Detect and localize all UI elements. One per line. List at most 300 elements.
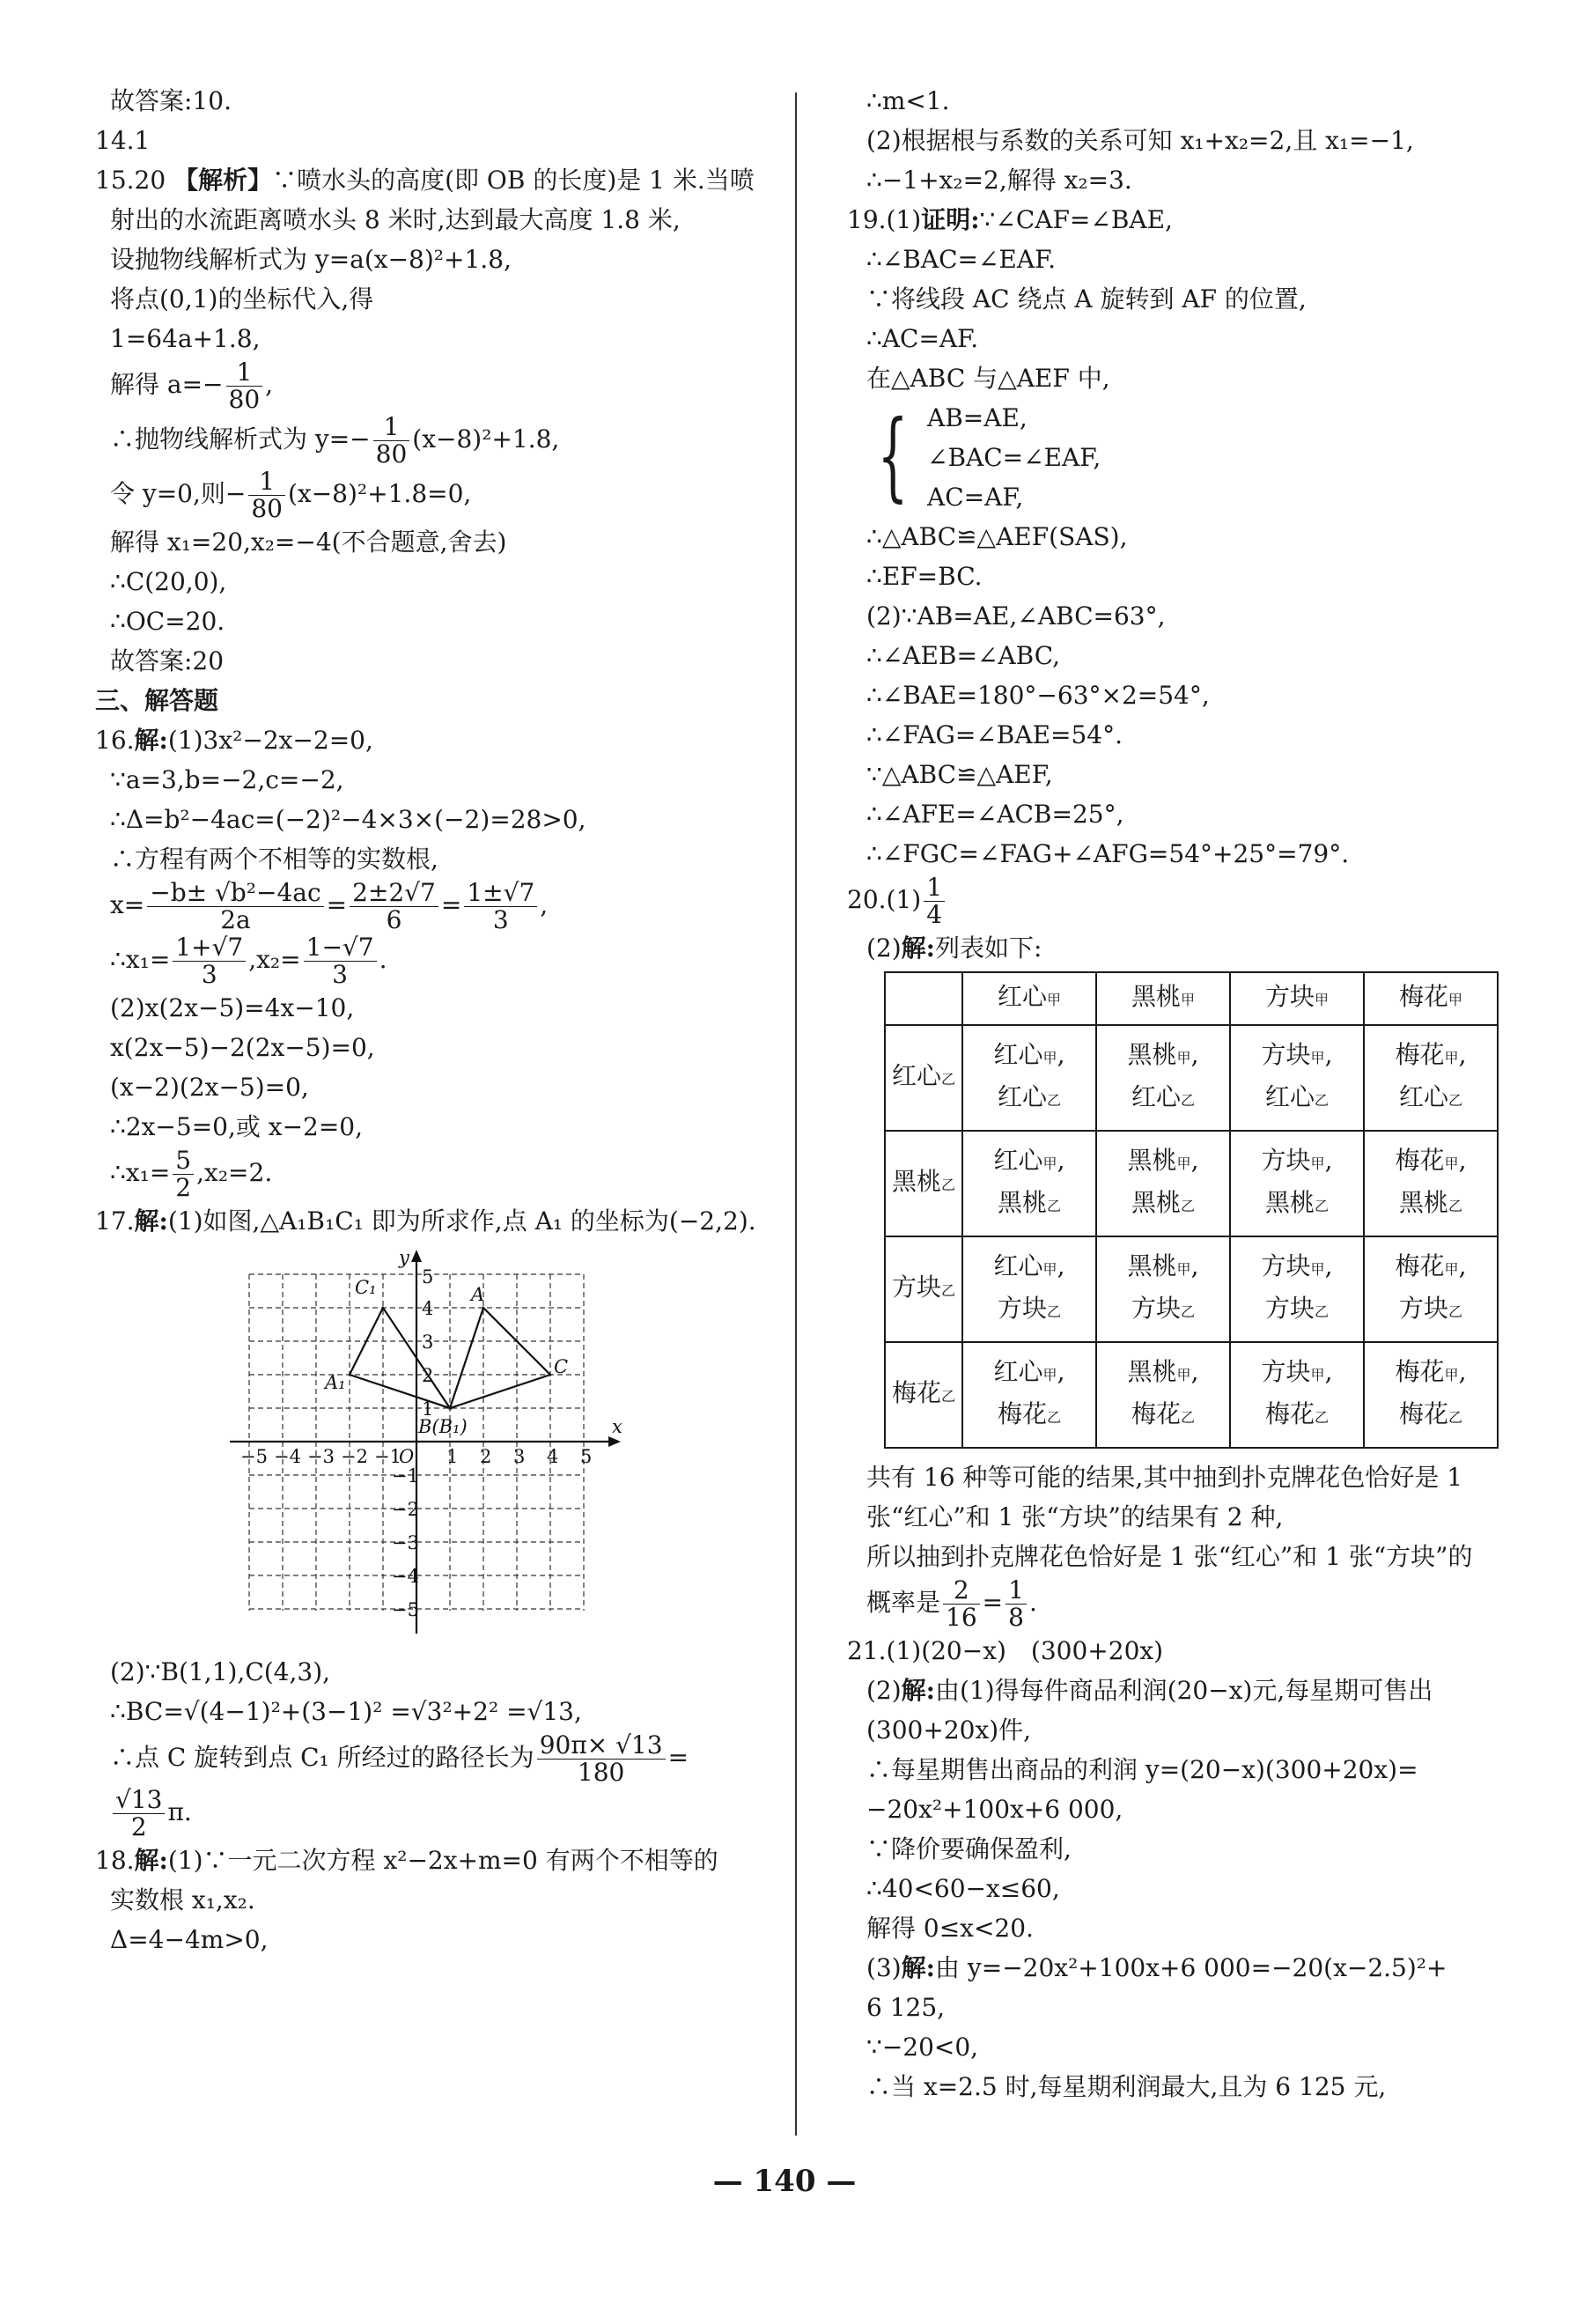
- q18-jie: 解:: [134, 1846, 168, 1875]
- q15-analysis-tag: 【解析】: [173, 166, 273, 195]
- left-brace: {: [877, 399, 909, 512]
- q21-line-7: ∴40<60−x≤60,: [866, 1874, 1060, 1903]
- yi-sub: 乙: [941, 1282, 956, 1299]
- jia-sub: 甲: [1444, 1261, 1459, 1278]
- q21-line-10: 6 125,: [866, 1993, 946, 2022]
- numerator: 1: [373, 414, 410, 441]
- q16-line-7: (2)x(2x−5)=4x−10,: [110, 993, 355, 1022]
- jia-sub: 甲: [1444, 1050, 1459, 1066]
- numerator: 1+√7: [173, 934, 246, 962]
- yi-sub: 乙: [1448, 1198, 1463, 1214]
- origin-label: O: [399, 1446, 415, 1467]
- numerator: 90π× √13: [537, 1732, 666, 1760]
- y-tick: 2: [422, 1365, 434, 1386]
- point-c-label: C: [554, 1356, 569, 1377]
- jia-sub: 甲: [1042, 1155, 1057, 1172]
- table-cell: 方块甲, 红心乙: [1230, 1025, 1364, 1131]
- numerator: 1: [226, 359, 263, 387]
- jia-sub: 甲: [1047, 992, 1062, 1008]
- numerator: √13: [113, 1787, 165, 1814]
- yi-sub: 乙: [1047, 1092, 1062, 1109]
- column-divider: [795, 92, 797, 2136]
- q17-line-5: [95, 1786, 773, 1841]
- q17-l5-fraction: [113, 1787, 165, 1841]
- cell-top: 黑桃: [1127, 1357, 1177, 1386]
- yi-sub: 乙: [941, 1071, 956, 1088]
- q17-jie: 解:: [134, 1206, 168, 1236]
- jia-sub: 甲: [1444, 1367, 1459, 1383]
- y-tick: 5: [422, 1266, 434, 1287]
- table-cell: 红心甲, 红心乙: [962, 1025, 1096, 1131]
- q15-text: ∵喷水头的高度(即 OB 的长度)是 1 米.当喷: [272, 166, 755, 195]
- q20-jie: 解:: [901, 933, 936, 963]
- q16-l11-end: ,x₂=2.: [196, 1158, 273, 1187]
- q21-line-8: 解得 0≤x<20.: [866, 1914, 1034, 1943]
- q19-line-5: 在△ABC 与△AEF 中,: [866, 364, 1110, 393]
- q19-line-7: ∴EF=BC.: [866, 562, 983, 591]
- point-c1-label: C₁: [355, 1277, 377, 1298]
- row-head: [885, 1236, 962, 1342]
- q18-line-3: Δ=4−4m>0,: [110, 1925, 269, 1954]
- y-tick: 1: [422, 1398, 434, 1420]
- q16-x1-label: ∴x₁=: [110, 945, 171, 974]
- y-tick: −4: [392, 1566, 419, 1587]
- equals: =: [982, 1588, 1004, 1617]
- denominator: 2a: [220, 905, 251, 934]
- q21-line-4: ∴每星期售出商品的利润 y=(20−x)(300+20x)=: [866, 1755, 1418, 1784]
- cell-bottom: 红心: [1131, 1082, 1181, 1111]
- q21-l2-text: 由(1)得每件商品利润(20−x)元,每星期可售出: [935, 1676, 1433, 1705]
- equals: =: [667, 1743, 689, 1772]
- x-tick: −3: [307, 1446, 335, 1467]
- cell-bottom: 梅花: [1131, 1399, 1181, 1428]
- yi-sub: 乙: [1315, 1198, 1330, 1214]
- q19-line-8: (2)∵AB=AE,∠ABC=63°,: [866, 601, 1166, 631]
- col-head: [1230, 972, 1364, 1025]
- q21-line-3: (300+20x)件,: [866, 1715, 1032, 1745]
- q20-line-2: [847, 928, 1516, 968]
- q16-fraction-2: [350, 880, 438, 933]
- table-cell: 黑桃甲, 梅花乙: [1096, 1342, 1230, 1448]
- cell-top: 黑桃: [1127, 1040, 1177, 1069]
- yi-sub: 乙: [1448, 1092, 1463, 1109]
- yi-sub: 乙: [1047, 1303, 1062, 1320]
- jia-sub: 甲: [1176, 1050, 1191, 1066]
- brace-line-3: AC=AF,: [927, 483, 1024, 512]
- coordinate-graph: [95, 1248, 773, 1647]
- brace-line-2: ∠BAC=∠EAF,: [927, 443, 1101, 472]
- x-tick: 5: [580, 1446, 593, 1467]
- q21-line-5: −20x²+100x+6 000,: [866, 1795, 1123, 1824]
- q20-line-4: 张“红心”和 1 张“方块”的结果有 2 种,: [866, 1502, 1284, 1531]
- q18-l1: (1)∵一元二次方程 x²−2x+m=0 有两个不相等的: [167, 1846, 718, 1875]
- outcome-table: [884, 971, 1499, 1449]
- cell-bottom: 方块: [1131, 1294, 1181, 1323]
- q16-line-11: [95, 1147, 773, 1201]
- q20-p2-fraction: [1005, 1577, 1027, 1631]
- denominator: 80: [251, 494, 283, 523]
- y-tick: −2: [392, 1499, 419, 1520]
- q21-l9-text: 由 y=−20x²+100x+6 000=−20(x−2.5)²+: [935, 1953, 1447, 1982]
- cell-bottom: 梅花: [1264, 1399, 1315, 1428]
- q21-line-11: ∵−20<0,: [866, 2033, 979, 2062]
- q21-jie: 解:: [901, 1953, 936, 1982]
- q16-line-2: ∵a=3,b=−2,c=−2,: [110, 765, 344, 794]
- table-corner: [885, 972, 962, 1025]
- q16-x2-label: ,x₂=: [248, 945, 301, 974]
- table-cell: 方块甲, 方块乙: [1230, 1236, 1364, 1342]
- q16-l1: (1)3x²−2x−2=0,: [167, 726, 373, 755]
- row-head-text: 红心: [891, 1061, 941, 1090]
- equals: =: [326, 890, 348, 919]
- q16-fraction-3: [464, 880, 537, 933]
- point-a-label: A: [471, 1284, 485, 1305]
- cell-top: 红心: [993, 1251, 1043, 1280]
- yi-sub: 乙: [1047, 1198, 1062, 1214]
- table-cell: 方块甲, 黑桃乙: [1230, 1131, 1364, 1236]
- q16-line-10: ∴2x−5=0,或 x−2=0,: [110, 1112, 364, 1141]
- jia-sub: 甲: [1310, 1261, 1325, 1278]
- yi-sub: 乙: [1181, 1409, 1196, 1426]
- q17-l1: (1)如图,△A₁B₁C₁ 即为所求作,点 A₁ 的坐标为(−2,2).: [167, 1206, 756, 1236]
- cell-top: 黑桃: [1127, 1251, 1177, 1280]
- y-tick: 4: [422, 1298, 434, 1319]
- x-axis-label: x: [612, 1416, 622, 1437]
- x-tick: 4: [547, 1446, 559, 1467]
- jia-sub: 甲: [1042, 1367, 1057, 1383]
- cell-bottom: 梅花: [997, 1399, 1047, 1428]
- denominator: 3: [332, 960, 348, 989]
- q21-line-1: 21.(1)(20−x) (300+20x): [847, 1636, 1164, 1665]
- q14-answer-end: 故答案:10.: [110, 86, 232, 115]
- q20-p1-fraction: [943, 1577, 980, 1631]
- q16-l11-fraction: [173, 1147, 194, 1201]
- x-tick: 3: [513, 1446, 526, 1467]
- cell-top: 梅花: [1395, 1357, 1445, 1386]
- q15-line-6: [95, 358, 773, 413]
- col-head-text: 梅花: [1398, 982, 1448, 1011]
- q15-line-8: [95, 468, 773, 522]
- q21-jie: 解:: [901, 1676, 936, 1705]
- q15-l6-text: 解得 a=−: [110, 370, 224, 399]
- cell-bottom: 方块: [1398, 1294, 1448, 1323]
- yi-sub: 乙: [941, 1388, 956, 1405]
- q17-line-4: [95, 1731, 773, 1786]
- denominator: 6: [386, 905, 402, 934]
- cell-top: 黑桃: [1127, 1146, 1177, 1175]
- q15-l6-end: ,: [265, 370, 274, 399]
- numerator: 5: [173, 1147, 194, 1175]
- brace-line-1: AB=AE,: [927, 403, 1028, 432]
- cell-top: 方块: [1261, 1251, 1311, 1280]
- q19-line-12: ∵△ABC≌△AEF,: [866, 760, 1053, 789]
- q20-line-5: 所以抽到扑克牌花色恰好是 1 张“红心”和 1 张“方块”的: [866, 1542, 1473, 1571]
- q15-line-4: 将点(0,1)的坐标代入,得: [110, 284, 374, 314]
- cell-top: 红心: [993, 1357, 1043, 1386]
- jia-sub: 甲: [1315, 992, 1330, 1008]
- q14-answer: 14.1: [95, 126, 151, 155]
- period: .: [379, 945, 387, 974]
- numerator: 1: [248, 468, 285, 496]
- table-row: [885, 1131, 1498, 1236]
- q16-line-8: x(2x−5)−2(2x−5)=0,: [110, 1033, 375, 1062]
- y-axis-arrow: [411, 1250, 422, 1262]
- col-head-text: 方块: [1264, 982, 1315, 1011]
- col-head: [1364, 972, 1498, 1025]
- denominator: 16: [946, 1603, 977, 1632]
- q16-formula-line: [95, 879, 773, 933]
- numerator: 2±2√7: [350, 880, 438, 907]
- q18-line-1: [95, 1841, 773, 1880]
- q19-line-1: [847, 200, 1516, 240]
- q17-l5-end: π.: [167, 1797, 192, 1826]
- q15-l7-fraction: [373, 414, 410, 468]
- yi-sub: 乙: [1448, 1303, 1463, 1320]
- jia-sub: 甲: [1181, 992, 1196, 1008]
- col-head-text: 红心: [997, 982, 1047, 1011]
- q17-line-1: [95, 1201, 773, 1241]
- q20-l2-text: 列表如下:: [935, 933, 1042, 963]
- jia-sub: 甲: [1176, 1155, 1191, 1172]
- q16-roots-line: [95, 933, 773, 988]
- x-tick: −4: [274, 1446, 301, 1467]
- q15-line-3: 设抛物线解析式为 y=a(x−8)²+1.8,: [110, 245, 512, 274]
- comma: ,: [540, 890, 549, 919]
- cell-bottom: 黑桃: [1131, 1188, 1181, 1217]
- x-tick: −2: [341, 1446, 368, 1467]
- q20-fraction: [924, 874, 945, 928]
- q15-l7-end: (x−8)²+1.8,: [412, 424, 560, 454]
- point-a1-label: A₁: [325, 1372, 346, 1393]
- table-cell: 黑桃甲, 黑桃乙: [1096, 1131, 1230, 1236]
- table-cell: 黑桃甲, 方块乙: [1096, 1236, 1230, 1342]
- period: .: [1028, 1588, 1037, 1617]
- q16-line-3: ∴Δ=b²−4ac=(−2)²−4×3×(−2)=28>0,: [110, 805, 586, 834]
- x-tick: −1: [374, 1446, 401, 1467]
- q19-proof-tag: 证明:: [921, 205, 980, 234]
- cell-bottom: 黑桃: [1264, 1188, 1315, 1217]
- q19-line-2: ∴∠BAC=∠EAF.: [866, 245, 1057, 274]
- cell-bottom: 红心: [1264, 1082, 1315, 1111]
- numerator: 2: [943, 1577, 980, 1605]
- q19-line-10: ∴∠BAE=180°−63°×2=54°,: [866, 681, 1210, 710]
- x-tick: 2: [480, 1446, 492, 1467]
- q15-line-12: 故答案:20: [110, 646, 225, 675]
- right-column: [847, 81, 1516, 2106]
- table-cell: 黑桃甲, 红心乙: [1096, 1025, 1230, 1131]
- cell-top: 方块: [1261, 1357, 1311, 1386]
- q15-l6-fraction: [226, 359, 263, 413]
- q21-part-2: (2): [866, 1676, 902, 1705]
- q16-x1-fraction: [173, 934, 246, 988]
- q16-line-4: ∴方程有两个不相等的实数根,: [110, 845, 438, 874]
- q17-l4-text: ∴点 C 旋转到点 C₁ 所经过的路径长为: [110, 1743, 534, 1772]
- q15-line-2: 射出的水流距离喷水头 8 米时,达到最大高度 1.8 米,: [110, 205, 681, 234]
- q19-line-3: ∵将线段 AC 绕点 A 旋转到 AF 的位置,: [866, 284, 1307, 314]
- cell-top: 梅花: [1395, 1251, 1445, 1280]
- r-line-3: ∴−1+x₂=2,解得 x₂=3.: [866, 166, 1132, 195]
- q15-l8-end: (x−8)²+1.8=0,: [288, 479, 472, 508]
- q15-l7-text: ∴抛物线解析式为 y=−: [110, 424, 371, 454]
- q19-l1: ∵∠CAF=∠BAE,: [979, 205, 1173, 234]
- denominator: 8: [1008, 1603, 1024, 1632]
- jia-sub: 甲: [1310, 1367, 1325, 1383]
- page-number: — 140 —: [712, 2164, 857, 2199]
- row-head: [885, 1025, 962, 1131]
- table-row: [885, 1236, 1498, 1342]
- row-head-text: 方块: [891, 1273, 941, 1302]
- jia-sub: 甲: [1444, 1155, 1459, 1172]
- numerator: 1±√7: [464, 880, 537, 907]
- row-head-text: 梅花: [891, 1378, 941, 1407]
- cell-bottom: 方块: [997, 1294, 1047, 1323]
- q21-line-12: ∴当 x=2.5 时,每星期利润最大,且为 6 125 元,: [866, 2072, 1387, 2101]
- q16-line-9: (x−2)(2x−5)=0,: [110, 1073, 309, 1102]
- cell-top: 梅花: [1395, 1146, 1445, 1175]
- point-b-label: B(B₁): [418, 1416, 468, 1437]
- q15-line-10: ∴C(20,0),: [110, 567, 227, 596]
- table-cell: 红心甲, 方块乙: [962, 1236, 1096, 1342]
- y-tick: 3: [422, 1332, 434, 1353]
- yi-sub: 乙: [1315, 1092, 1330, 1109]
- table-cell: 梅花甲, 黑桃乙: [1364, 1131, 1498, 1236]
- q20-line-1: [847, 874, 1516, 928]
- numerator: −b± √b²−4ac: [147, 880, 323, 907]
- q19-line-13: ∴∠AFE=∠ACB=25°,: [866, 800, 1124, 829]
- denominator: 3: [492, 905, 509, 934]
- jia-sub: 甲: [1310, 1050, 1325, 1066]
- table-cell: 方块甲, 梅花乙: [1230, 1342, 1364, 1448]
- denominator: 2: [130, 1812, 147, 1841]
- x-tick: −5: [240, 1446, 268, 1467]
- y-tick: −5: [392, 1599, 419, 1620]
- yi-sub: 乙: [1047, 1409, 1062, 1426]
- cell-bottom: 黑桃: [1398, 1188, 1448, 1217]
- q20-number: 20.(1): [847, 885, 922, 914]
- q18-number: 18.: [95, 1846, 135, 1875]
- triangle-a1b1c1: [350, 1308, 450, 1408]
- q20-l6-text: 概率是: [866, 1588, 941, 1617]
- cell-bottom: 梅花: [1398, 1399, 1448, 1428]
- q19-line-9: ∴∠AEB=∠ABC,: [866, 641, 1061, 670]
- equals: =: [440, 890, 462, 919]
- q19-line-11: ∴∠FAG=∠BAE=54°.: [866, 720, 1123, 749]
- q15-line-9: 解得 x₁=20,x₂=−4(不合题意,舍去): [110, 528, 507, 557]
- numerator: 1−√7: [304, 934, 377, 962]
- cell-top: 红心: [993, 1040, 1043, 1069]
- q15-line-7: [95, 413, 773, 468]
- r-line-2: (2)根据根与系数的关系可知 x₁+x₂=2,且 x₁=−1,: [866, 126, 1414, 155]
- denominator: 3: [201, 960, 217, 989]
- col-head: [1096, 972, 1230, 1025]
- q21-line-9: [847, 1948, 1516, 1988]
- q17-line-3: ∴BC=√(4−1)²+(3−1)² =√3²+2² =√13,: [110, 1697, 582, 1726]
- q15-line-1: [95, 160, 773, 200]
- triangle-abc: [450, 1308, 550, 1408]
- y-tick: −3: [392, 1532, 419, 1553]
- yi-sub: 乙: [1315, 1409, 1330, 1426]
- cell-bottom: 方块: [1264, 1294, 1315, 1323]
- x-tick: 1: [446, 1446, 459, 1467]
- jia-sub: 甲: [1042, 1050, 1057, 1066]
- section-3-heading: 三、解答题: [95, 686, 219, 715]
- q15-l8-fraction: [248, 468, 285, 522]
- q16-x1-label: ∴x₁=: [110, 1158, 171, 1187]
- cell-bottom: 黑桃: [997, 1188, 1047, 1217]
- q19-line-4: ∴AC=AF.: [866, 324, 979, 353]
- table-header-row: [885, 972, 1498, 1025]
- yi-sub: 乙: [941, 1177, 956, 1193]
- jia-sub: 甲: [1310, 1155, 1325, 1172]
- q19-line-6: ∴△ABC≌△AEF(SAS),: [866, 522, 1128, 551]
- q15-line-11: ∴OC=20.: [110, 607, 225, 636]
- q16-line-1: [95, 720, 773, 760]
- cell-top: 红心: [993, 1146, 1043, 1175]
- cell-bottom: 红心: [1398, 1082, 1448, 1111]
- q17-l4-fraction: [537, 1732, 666, 1786]
- cell-top: 梅花: [1395, 1040, 1445, 1069]
- cell-top: 方块: [1261, 1146, 1311, 1175]
- q21-line-6: ∵降价要确保盈利,: [866, 1834, 1072, 1863]
- q19-brace-system: [847, 398, 1516, 517]
- q16-fraction-1: [147, 880, 323, 933]
- yi-sub: 乙: [1181, 1198, 1196, 1214]
- q21-line-2: [847, 1671, 1516, 1710]
- graph-svg: [223, 1248, 628, 1635]
- denominator: 4: [926, 900, 943, 929]
- q20-line-3: 共有 16 种等可能的结果,其中抽到扑克牌花色恰好是 1: [866, 1463, 1463, 1492]
- jia-sub: 甲: [1448, 992, 1463, 1008]
- jia-sub: 甲: [1176, 1261, 1191, 1278]
- q15-number: 15.20: [95, 166, 166, 195]
- table-row: [885, 1025, 1498, 1131]
- yi-sub: 乙: [1448, 1409, 1463, 1426]
- denominator: 80: [375, 439, 408, 468]
- q15-l8-text: 令 y=0,则−: [110, 479, 247, 508]
- q20-line-6: [847, 1576, 1516, 1631]
- q15-line-5: 1=64a+1.8,: [110, 324, 261, 353]
- q17-line-2: (2)∵B(1,1),C(4,3),: [110, 1657, 331, 1686]
- table-cell: 梅花甲, 梅花乙: [1364, 1342, 1498, 1448]
- denominator: 180: [577, 1758, 625, 1787]
- x-axis-arrow: [608, 1436, 621, 1447]
- jia-sub: 甲: [1176, 1367, 1191, 1383]
- col-head: [962, 972, 1096, 1025]
- q17-number: 17.: [95, 1206, 135, 1236]
- q16-x2-fraction: [304, 934, 377, 988]
- q16-number: 16.: [95, 726, 135, 755]
- q19-line-14: ∴∠FGC=∠FAG+∠AFG=54°+25°=79°.: [866, 839, 1350, 868]
- yi-sub: 乙: [1181, 1092, 1196, 1109]
- denominator: 80: [228, 385, 261, 414]
- table-cell: 红心甲, 梅花乙: [962, 1342, 1096, 1448]
- table-row: [885, 1342, 1498, 1448]
- numerator: 1: [1005, 1577, 1027, 1605]
- y-tick: −1: [392, 1465, 419, 1487]
- q16-x: x=: [110, 890, 145, 919]
- cell-top: 方块: [1261, 1040, 1311, 1069]
- yi-sub: 乙: [1315, 1303, 1330, 1320]
- denominator: 2: [175, 1173, 192, 1202]
- table-cell: 梅花甲, 红心乙: [1364, 1025, 1498, 1131]
- q19-number: 19.(1): [847, 205, 922, 234]
- table-cell: 梅花甲, 方块乙: [1364, 1236, 1498, 1342]
- q20-part-2: (2): [866, 933, 902, 963]
- cell-bottom: 红心: [997, 1082, 1047, 1111]
- brace-lines: [927, 398, 1101, 517]
- q21-part-3: (3): [866, 1953, 902, 1982]
- y-axis-label: y: [399, 1248, 409, 1268]
